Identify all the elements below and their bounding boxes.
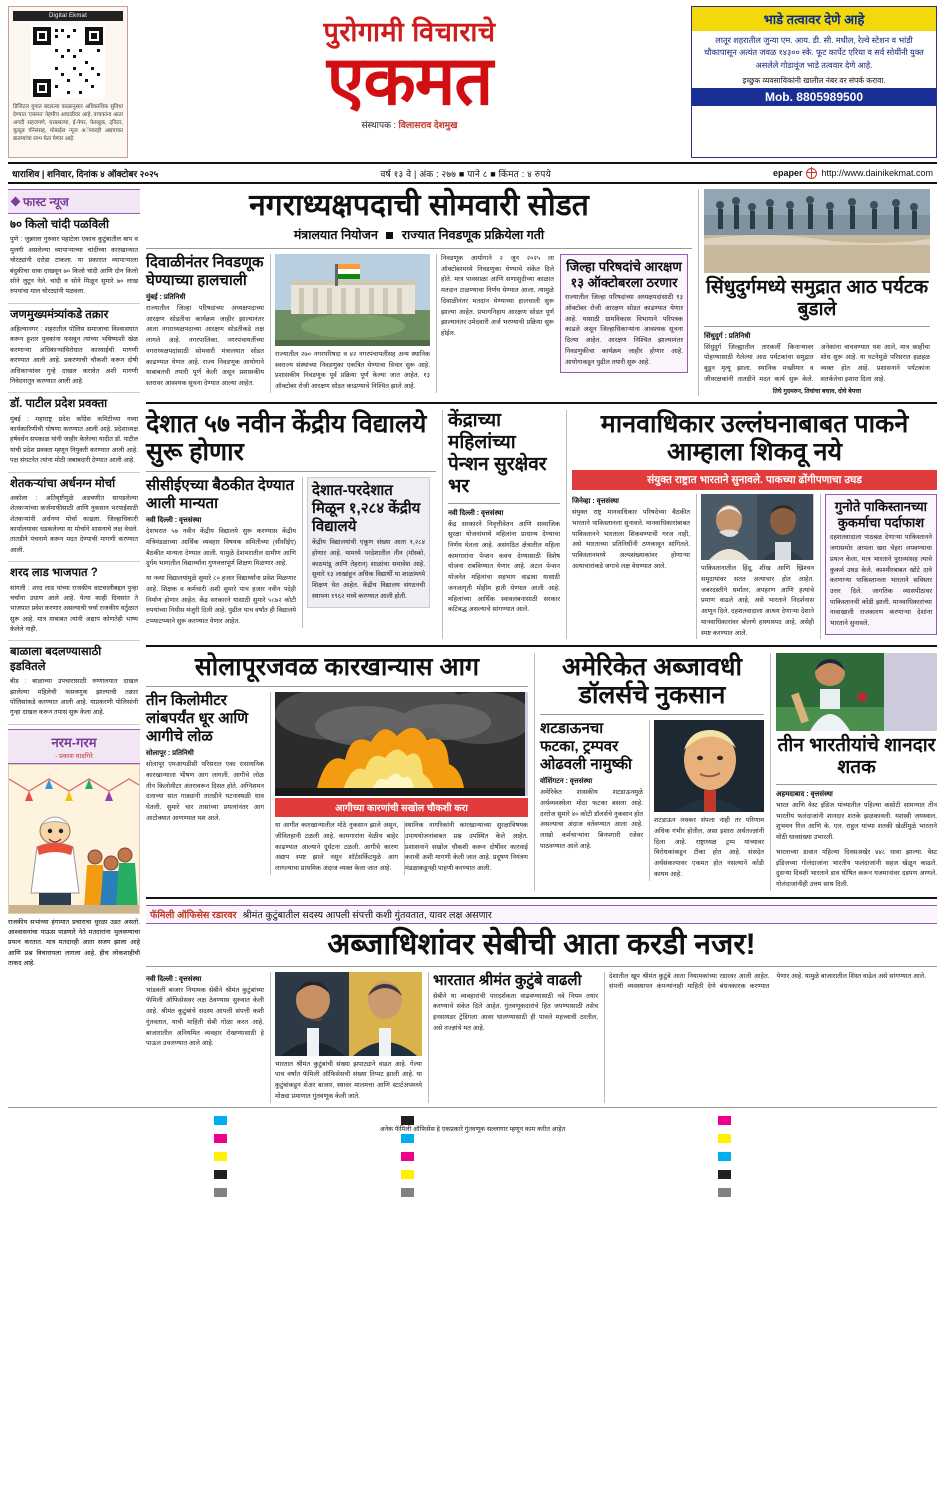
color-swatch bbox=[401, 1152, 414, 1161]
square-bullet-icon bbox=[386, 232, 393, 239]
photo-svg bbox=[701, 494, 813, 560]
row-two bbox=[146, 410, 937, 639]
fast-news-title: फास्ट न्यूज bbox=[23, 195, 69, 209]
pension-story bbox=[442, 410, 560, 639]
lead-col-1 bbox=[146, 254, 264, 393]
epaper-label: epaper bbox=[772, 168, 803, 178]
news-text: अकोला : अतिवृष्टीमुळे अडचणीत सापडलेल्या शेतकऱ्यांच्या कर्जमाफीसाठी आणि नुकसान भरपाईसाठी शेतकऱ्यांनी अर्धनग्न मोर्चा काढला. जिल्हाधिकारी कार्यालयावर धडकलेल्या या मोर्चाने शासनाचे लक्ष वेधले. तातडीने पंचनामे करून मदत देण्याची मागणी करण्यात आली. bbox=[10, 494, 138, 554]
fire-col-2 bbox=[270, 692, 528, 875]
news-title: जणमुख्यमंत्र्यांकडे तक्रार bbox=[10, 308, 109, 321]
pension-text: केंद्र सरकारने निवृत्तीवेतन आणि सामाजिक सुरक्षा योजनांमध्ये महिलांना प्राधान्य देण्याचा निर्णय घेतला आहे. असंगठित क्षेत्रातील महिला कामगारांना पेन्शन कवच देण्यासाठी विशेष योजना राबविण्यात येणार आहे. अटल पेन्शन योजनेत महिलांचा सहभाग वाढावा यासाठी जनजागृती मोहीम हाती घेण्यात आली आहे. महिलांच्या आर्थिक स्वावलंबनासाठी सरकार कटिबद्ध असल्याचे सांगण्यात आले. bbox=[448, 520, 560, 614]
america-col-1 bbox=[540, 720, 643, 880]
paper-tagline: पुरोगामी विचाराचे bbox=[323, 17, 496, 47]
news-text: अहिल्यानगर : शहरातील पोलिस समाजाचा विश्वासघात करून हुशार युवकांना फसवून त्यांच्या भविष्याशी खेळ करणाऱ्या अधिकाऱ्यांविरोधात कारवाईची मागणी करण्यात आली आहे. प्रकरणाची चौकशी करून दोषी अधिकाऱ्यांवर गुन्हे दाखल करावेत अशी मागणी निवेदनातून करण्यात आली आहे. bbox=[10, 326, 138, 385]
lead-columns bbox=[146, 254, 692, 393]
qr-title: Digital Ekmat bbox=[13, 11, 123, 21]
sindhudurg-story bbox=[698, 189, 930, 396]
footer-note: अनेक फॅमिली ऑफिसेस हे एकप्रकारे गुंतवणूक सल्लागार म्हणून काम करीत आहेत bbox=[379, 1125, 566, 1133]
lead-text-3: निवडणूक आयोगाने २ जून २०२५ ला ऑक्टोबरमध्ये निवडणुका घेण्याचे संकेत दिले होते. मात्र पावसाळा आणि सणासुदीच्या काळात मतदान टाळण्याचा निर्णय घेण्यात आला. त्यामुळे दिवाळीनंतर मतदान घेण्याच्या हालचाली सुरू झाल्या आहेत. प्रभागनिहाय आरक्षण सोडत पूर्ण झाल्यानंतर उमेदवारी अर्ज भरण्याची प्रक्रिया सुरू होईल. bbox=[441, 255, 554, 338]
news-text: सांगली : शरद लाड यांच्या राजकीय वाटचालीबद्दल पुन्हा चर्चांना उधाण आले आहे. येत्या काही दिवसांत ते भाजपात प्रवेश करणार असल्याची चर्चा राजकीय वर्तुळात सुरू आहे. मात्र याबाबत त्यांनी अद्याप कोणतेही भाष्य केलेले नाही. bbox=[10, 584, 139, 633]
lead-text-1: राज्यातील जिल्हा परिषदांच्या अध्यक्षपदाच्या आरक्षण सोडतीचा कार्यक्रम जाहीर झाल्यानंतर आता नगराध्यक्षपदाच्या आरक्षण सोडतीकडे लक्ष लागले आहे. नगरपालिका, नगरपंचायतींच्या नगराध्यक्षपदांसाठी सोमवारी मंत्रालयात सोडत काढण्यात येणार आहे. राज्य निवडणूक आयोगाने याबाबतची तयारी पूर्ण केली असून प्रशासकीय स्तरावर आवश्यक सूचना देण्यात आल्या आहेत. bbox=[146, 305, 264, 388]
qr-caption: डिजिटल युगात बदलत्या काळानुसार अधिकाधिक सुविधा देण्यात ‘एकमत’ नेहमीच आघाडीवर आहे. वाचकांना आता अगदी सहजपणे, घरबसल्या, ई-पेपर, फेसबुक, ट्विटर, यूट्यूब चॅनेलसह, मोबाईल न्यूज अॅपवरही अद्ययावत बातम्यांचा लाभ घेता येणार आहे. bbox=[13, 104, 123, 143]
narm-garam-title: नरम-गरम bbox=[51, 734, 97, 750]
cartoon-caption: राजकीय सभांच्या हंगामात प्रचाराचा धुरळा उडत असतो. आश्वासनांचा पाऊस पाडणारे नेते मतदारांना भुलवण्याचा प्रयत्न करतात. मात्र मतदारही आता सजग झाला आहे आणि प्रश्न विचारायला लागला आहे, हीच लोकशाहीची ताकद आहे. bbox=[8, 918, 140, 968]
ad-contact-note: इच्छुक व्यवसायिकांनी खालील नंबर वर संपर्क करावा. bbox=[742, 75, 886, 85]
paper-title-block bbox=[134, 6, 685, 158]
issue-info-bar bbox=[8, 162, 937, 184]
cricket-headline: तीन भारतीयांचे शानदार शतक bbox=[777, 735, 936, 779]
fire-col-1 bbox=[146, 692, 264, 875]
kendriya-stats-box bbox=[307, 477, 430, 607]
dateline: सिंधुदुर्ग : प्रतिनिधी bbox=[704, 332, 751, 340]
sebi-text-2: भारतात श्रीमंत कुटुंबांची संख्या झपाट्याने वाढत आहे. गेल्या पाच वर्षांत फॅमिली ऑफिसेसची संख्या तिप्पट झाली आहे. या कुटुंबांकडून शेअर बाजार, स्थावर मालमत्ता आणि स्टार्टअपमध्ये मोठ्या प्रमाणात गुंतवणूक केली जाते. bbox=[275, 1060, 422, 1100]
lead-col-4 bbox=[560, 254, 688, 393]
color-swatch bbox=[718, 1134, 731, 1143]
cricket-text-2: भारताच्या डावात पहिल्या दिवसअखेर ४४८ धावा झाल्या. वेस्ट इंडिजच्या गोलंदाजांना भारतीय फलंदाजांनी सहज खेळून काढले. दुसऱ्या दिवशी भारताने डाव घोषित करून यजमानांवर दडपण आणले. गोलंदाजांनीही उत्तम साथ दिली. bbox=[776, 848, 937, 888]
fire-story bbox=[146, 653, 528, 890]
color-swatch bbox=[401, 1188, 414, 1197]
dateline: अहमदाबाद : वृत्तसंस्था bbox=[776, 790, 833, 798]
fire-headline: सोलापूरजवळ कारखान्यास आग bbox=[194, 653, 480, 682]
news-text: पुणे : जुन्नरला गुरुवार पहाटेला एकाच कुटुंबातील बाप व मुलगी असलेल्या व्यापाऱ्याच्या चांदीच्या कारखान्यात चोरट्यांनी दरोडा टाकला. या प्रकारात व्यापाऱ्याला बंदुकीचा धाक दाखवून ७० किलो चांदी आणि दोन किलो सोने लुटून नेले. चांदी व सोने मिळून सुमारे ७० लाख रुपयांचा माल चोरट्यांनी पळवला. bbox=[10, 236, 138, 296]
issue-details: वर्ष १३ वे | अंक : २७७ ■ पाने ८ ■ किंमत : ४ रुपये bbox=[380, 168, 551, 179]
america-col-2 bbox=[649, 720, 764, 880]
founder-line bbox=[134, 118, 685, 131]
sebi-headline: अब्जाधिशांवर सेबीची आता करडी नजर! bbox=[327, 927, 756, 961]
cricket-photo bbox=[776, 653, 937, 731]
hr-side-box bbox=[825, 494, 937, 635]
lead-box-title: दिवाळीनंतर निवडणूक घेण्याच्या हालचाली bbox=[146, 254, 264, 289]
color-swatch bbox=[718, 1170, 731, 1179]
page-title: नगराध्यक्षपदाची सोमवारी सोडत bbox=[249, 189, 589, 222]
kendriya-headline: देशात ५७ नवीन केंद्रीय विद्यालये सुरू होणार bbox=[146, 410, 427, 467]
list-item[interactable] bbox=[8, 641, 140, 724]
sebi-columns bbox=[146, 972, 937, 1103]
diamond-bullet-icon bbox=[11, 197, 21, 207]
qr-code-icon bbox=[31, 25, 105, 99]
sebi-col-2 bbox=[270, 972, 422, 1103]
ad-mobile-number[interactable]: Mob. 8805989500 bbox=[692, 88, 936, 106]
human-rights-story bbox=[566, 410, 937, 639]
vidhan-bhavan-photo bbox=[275, 254, 430, 346]
lead-subhead-right: राज्यात निवडणूक प्रक्रियेला गती bbox=[401, 228, 545, 242]
list-item[interactable] bbox=[8, 304, 140, 394]
narm-garam-header bbox=[8, 729, 140, 764]
photo-svg bbox=[654, 720, 764, 812]
sebi-text-1: भांडवली बाजार नियामक सेबीने श्रीमंत कुटुंबांच्या फॅमिली ऑफिसेसवर लक्ष ठेवण्यास सुरुवात केली आहे. श्रीमंत कुटुंबांचे सदस्य आपली संपत्ती कशी गुंतवतात, याची माहिती सेबी गोळा करत आहे. बाजारातील अनियमित व्यवहार रोखण्यासाठी हे पाऊल उचलण्यात आले आहे. bbox=[146, 986, 264, 1048]
founder-name: विलासराव देशमुख bbox=[398, 119, 458, 130]
lead-subhead-left: मंत्रालयात नियोजन bbox=[293, 228, 378, 242]
zp-box-title: जिल्हा परिषदांचे आरक्षण १३ ऑक्टोबरला ठरणार bbox=[566, 259, 682, 290]
ad-title: भाडे तत्वावर देणे आहे bbox=[692, 7, 936, 31]
hr-col-2 bbox=[696, 494, 814, 639]
masthead bbox=[8, 6, 937, 158]
sebi-col-1 bbox=[146, 972, 264, 1103]
america-text-1: अमेरिकेत शासकीय शटडाऊनमुळे अर्थव्यवस्थेला मोठा फटका बसला आहे. दररोज सुमारे ४० कोटी डॉलर्सचे नुकसान होत असल्याचा अंदाज वर्तवण्यात आला आहे. लाखो कर्मचाऱ्यांना बिनपगारी रजेवर पाठवण्यात आले आहे. bbox=[540, 789, 643, 850]
photo-svg bbox=[776, 653, 884, 731]
sindhudurg-caption: तिघे गुदमरुन, तिघांचा बचाव, दोघे बेपत्ता bbox=[772, 387, 862, 395]
fast-news-header bbox=[8, 189, 140, 214]
page-footer bbox=[8, 1107, 937, 1133]
pension-headline: केंद्राच्या महिलांच्या पेन्शन सुरक्षेवर भर bbox=[448, 410, 547, 497]
dateline: वॉशिंगटन : वृत्तसंस्था bbox=[540, 778, 593, 786]
fire-text-2: या आगीत कारखान्यातील मोठे नुकसान झाले असून, जीवितहानी टळली आहे. कामगारांना वेळीच बाहेर काढण्यात आल्याने दुर्घटना टळली. आगीचे कारण अद्याप स्पष्ट झाले नसून शॉर्टसर्किटमुळे आग लागल्याचा प्राथमिक अंदाज व्यक्त केला जात आहे. bbox=[275, 822, 398, 873]
dateline: नवी दिल्ली : वृत्तसंस्था bbox=[448, 509, 504, 517]
america-subhead: शटडाऊनचा फटका, ट्रम्पवर ओढवली नामुष्की bbox=[540, 720, 632, 774]
lead-col-3 bbox=[436, 254, 554, 393]
paper-logo: एकमत bbox=[326, 43, 493, 119]
dateline: जिनेव्हा : वृत्तसंस्था bbox=[572, 498, 619, 506]
lead-text-2: राज्यातील २७० नगरपरिषदा व ४२ नगरपंचायतींसह अन्य स्थानिक स्वराज्य संस्थांच्या निवडणुका एकत्रित घेण्याचा विचार सुरू आहे. प्रशासकीय निवडणूक पूर्व प्रक्रिया पूर्ण केल्या जात आहेत. १३ ऑक्टोबर रोजी आरक्षण सोडत काढण्याचे निश्चित झाले आहे. bbox=[275, 351, 430, 391]
hr-col-1 bbox=[572, 494, 690, 639]
photo-svg bbox=[275, 972, 422, 1056]
hr-text-1: संयुक्त राष्ट्र मानवाधिकार परिषदेच्या बैठकीत भारताने पाकिस्तानला सुनावले. मानवाधिकारांबाबत पाकिस्तानने भारताला शिकवण्याची गरज नाही, असे भारताच्या प्रतिनिधींनी ठणकावून सांगितले. पाकिस्तानमध्ये अल्पसंख्याकांवर होणाऱ्या अत्याचारांकडे जगाचे लक्ष वेधण्यात आले. bbox=[572, 509, 690, 570]
founder-label: संस्थापक : bbox=[361, 119, 396, 130]
color-swatch bbox=[401, 1134, 414, 1143]
kendriya-story bbox=[146, 410, 436, 639]
sebi-col-4 bbox=[604, 972, 937, 1103]
list-item[interactable] bbox=[8, 214, 140, 304]
kendriya-text-1: देशभरात ५७ नवीन केंद्रीय विद्यालये सुरू करण्यास केंद्रीय मंत्रिमंडळाच्या आर्थिक व्यवहार विषयक समितीच्या (सीसीईए) बैठकीत मान्यता देण्यात आली. यामुळे देशभरातील ग्रामीण आणि दुर्गम भागातील विद्यार्थ्यांना गुणवत्तापूर्ण शिक्षण मिळणार आहे. bbox=[146, 528, 296, 568]
narm-garam-byline: - प्रकाश घाडगिरे bbox=[55, 752, 93, 760]
row-three bbox=[146, 653, 937, 890]
billionaires-photo bbox=[275, 972, 422, 1056]
main-content bbox=[146, 189, 937, 1103]
lead-row bbox=[146, 189, 937, 396]
sebi-ticker-right: श्रीमंत कुटुंबातील सदस्य आपली संपत्ती कशी गुंतवतात, यावर लक्ष असणार bbox=[242, 909, 492, 921]
kendriya-col-2 bbox=[302, 477, 430, 627]
fast-news-sidebar bbox=[8, 189, 140, 1103]
lead-story bbox=[146, 189, 692, 396]
photo-svg bbox=[275, 254, 430, 346]
page-body bbox=[8, 189, 937, 1103]
color-swatch bbox=[214, 1170, 227, 1179]
kendriya-text-2: या नव्या विद्यालयांमुळे सुमारे ८० हजार विद्यार्थ्यांना प्रवेश मिळणार आहे. शिक्षक व कर्मचारी अशी सुमारे पाच हजार नवीन पदेही निर्माण होणार आहेत. केंद्र सरकारने यासाठी सुमारे ५८७२ कोटी रुपयांच्या निधीस मंजुरी दिली आहे. पुढील पाच वर्षांत ही विद्यालये टप्प्याटप्प्याने सुरू करण्यात येणार आहेत. bbox=[146, 575, 296, 625]
zp-reservation-box bbox=[560, 254, 688, 373]
america-headline: अमेरिकेत अब्जावधी डॉलर्सचे नुकसान bbox=[562, 653, 742, 710]
sebi-story bbox=[146, 905, 937, 1103]
america-story bbox=[534, 653, 764, 890]
dateline: सोलापूर : प्रतिनिधी bbox=[146, 750, 194, 758]
lead-col-2 bbox=[270, 254, 430, 393]
advertisement-box[interactable] bbox=[691, 6, 937, 158]
color-group-1 bbox=[214, 1112, 227, 1121]
trump-photo bbox=[654, 720, 764, 812]
kendriya-box-title: देशात-परदेशात मिळून १,२८४ केंद्रीय विद्यालये bbox=[312, 482, 421, 536]
photo-svg bbox=[275, 692, 525, 796]
sebi-text-3: सेबीने या व्यवहारांची पारदर्शकता वाढवण्यासाठी नवे नियम तयार करण्याचे संकेत दिले आहेत. गुंतवणूकदारांचे हित जपण्यासाठी तसेच इनसायडर ट्रेडिंगला आवर घालण्यासाठी ही पावले महत्त्वाची ठरतील, असे तज्ज्ञांचे मत आहे. bbox=[433, 992, 598, 1032]
lead-subhead bbox=[146, 226, 692, 243]
news-title: ७० किलो चांदी पळविली bbox=[10, 219, 109, 231]
color-swatch bbox=[214, 1152, 227, 1161]
edition-date: धाराशिव | शनिवार, दिनांक ४ ऑक्टोबर २०२५ bbox=[12, 168, 159, 179]
dateline: नवी दिल्ली : वृत्तसंस्था bbox=[146, 975, 202, 983]
color-swatch bbox=[401, 1170, 414, 1179]
sebi-text-4: देशातील खूप श्रीमंत कुटुंबे आता नियामकांच्या रडारवर आली आहेत. संपत्ती व्यवस्थापन कंपन्यांनाही माहिती देणे बंधनकारक करण्यात येणार आहे. यामुळे बाजारातील शिस्त वाढेल असे सांगण्यात आले. bbox=[609, 972, 926, 991]
sebi-box-title: भारतात श्रीमंत कुटुंबे वाढली bbox=[433, 971, 582, 989]
news-title: शरद लाड भाजपात ? bbox=[10, 567, 98, 580]
hr-col-3 bbox=[820, 494, 937, 639]
news-title: बाळाला बदलण्यासाठी इडवितले bbox=[10, 646, 102, 673]
fire-text-3: स्थानिक नागरिकांनी कारखान्याच्या सुरक्षाविषयक उपाययोजनांबाबत प्रश्न उपस्थित केले आहेत. प्रशासनाने सखोल चौकशी करून दोषींवर कारवाई करावी अशी मागणी केली जात आहे. प्रदूषण नियंत्रण मंडळाकडूनही पाहणी करण्यात आली. bbox=[404, 821, 528, 875]
beach-photo bbox=[704, 189, 930, 273]
color-group-2 bbox=[401, 1112, 414, 1121]
fire-subhead: तीन किलोमीटर लांबपर्यंत धूर आणि आगीचे लोळ bbox=[146, 692, 249, 746]
fire-photo-caption: आगीच्या कारणांची सखोल चौकशी करा bbox=[275, 798, 528, 817]
kendriya-subhead: सीसीईएच्या बैठकीत देण्यात आली मान्यता bbox=[146, 477, 295, 513]
leaders-photo bbox=[701, 494, 814, 560]
news-title: डॉ. पाटील प्रदेश प्रवक्ता bbox=[10, 398, 108, 411]
ad-body: लातूर शहरातील जुन्या एम. आय. डी. सी. मधील, रेल्वे स्टेशन व भांडी चौकापासून अत्यंत जवळ १४३०० स्के. फूट कार्पेट एरिया व सर्व सोयींनी युक्त असलेले गोडावूंज भाडे तत्ववार देणे आहे. bbox=[704, 36, 924, 70]
kendriya-col-1 bbox=[146, 477, 296, 627]
list-item[interactable] bbox=[8, 393, 140, 472]
sindhudurg-text: सिंधुदुर्ग जिल्ह्यातील तारकर्ली किनाऱ्यावर पोहण्यासाठी गेलेल्या आठ पर्यटकांचा समुद्रात बुडून मृत्यू झाला. स्थानिक मच्छीमार व जीवरक्षकांनी तातडीने मदत कार्य सुरू केले. अनेकांना वाचवण्यात यश आले, मात्र काहींचा शोध सुरू आहे. या घटनेमुळे परिसरात हळहळ व्यक्त होत आहे. प्रशासनाने पर्यटकांना सतर्कतेचा इशारा दिला आहे. bbox=[704, 343, 930, 383]
color-swatch bbox=[718, 1188, 731, 1197]
human-rights-headline: मानवाधिकार उल्लंघनाबाबत पाकने आम्हाला शिकवू नये bbox=[600, 410, 909, 467]
sebi-ticker-left: फॅमिली ऑफिसेस रडारवर bbox=[150, 909, 237, 921]
america-text-2: शटडाऊन लवकर संपला नाही तर परिणाम अधिक गंभीर होतील, असा इशारा अर्थतज्ज्ञांनी दिला आहे. राष्ट्राध्यक्ष ट्रम्प यांच्यावर विरोधकांकडून टीका होत आहे. संसदेत अर्थसंकल्पावर एकमत होत नसल्याने कोंडी कायम आहे. bbox=[654, 817, 764, 878]
cartoon-svg bbox=[9, 765, 139, 913]
fire-photo bbox=[275, 692, 528, 796]
dateline: मुंबई : प्रतिनिधी bbox=[146, 294, 186, 301]
sebi-col-3 bbox=[428, 972, 598, 1103]
photo-svg bbox=[704, 189, 930, 273]
epaper-link[interactable] bbox=[773, 168, 937, 179]
news-title: शेतकऱ्यांचा अर्धनग्न मोर्चा bbox=[10, 477, 116, 490]
color-swatch bbox=[214, 1134, 227, 1143]
globe-icon bbox=[806, 168, 817, 179]
digital-qr-box bbox=[8, 6, 128, 158]
news-text: मुंबई : महाराष्ट्र प्रदेश काँग्रेस कमिटीच्या नव्या कार्यकारिणीची घोषणा करण्यात आली आहे. प्रदेशाध्यक्ष हर्षवर्धन सपकाळ यांनी जाहीर केलेल्या यादीत डॉ. पाटील यांची प्रदेश प्रवक्ता म्हणून नियुक्ती करण्यात आली आहे. पक्ष संघटनेत त्यांना मोठी जबाबदारी देण्यात आली आहे. bbox=[10, 415, 138, 465]
cricket-text-1: भारत आणि वेस्ट इंडिज यांच्यातील पहिल्या कसोटी सामन्यात तीन भारतीय फलंदाजांनी शानदार शतके झळकावली. यशस्वी जयस्वाल, शुभमन गिल आणि के. एल. राहुल यांच्या शतकी खेळींमुळे भारताने मोठी धावसंख्या उभारली. bbox=[776, 801, 937, 842]
color-swatch bbox=[214, 1188, 227, 1197]
hr-box-text: दहशतवादाला पाठबळ देणाऱ्या पाकिस्तानने जगासमोर आपला खरा चेहरा लपवण्याचा प्रयत्न केला, मात्र भारताने पुराव्यांसह त्याचे कुकर्म उघड केले. काश्मीरबाबत खोटे दावे करणाऱ्या पाकिस्तानला भारताने सविस्तर उत्तर दिले. जागतिक व्यासपीठावर पाकिस्तानची कोंडी झाली. मानवाधिकारांच्या नावाखाली राजकारण करणाऱ्या देशांना भारताने सुनावले. bbox=[830, 534, 932, 628]
fire-text-1: सोलापूर एमआयडीसी परिसरात एका रासायनिक कारखान्याला भीषण आग लागली. आगीचे लोळ तीन किलोमीटर अंतरावरून दिसत होते. अग्निशमन दलाच्या सात गाड्यांनी तातडीने घटनास्थळी धाव घेतली. सुमारे चार तासांच्या प्रयत्नांनंतर आग आटोक्यात आणण्यात यश आले. bbox=[146, 761, 264, 822]
cartoon-illustration bbox=[8, 764, 140, 914]
human-rights-redband: संयुक्त राष्ट्रात भारताने सुनावले. पाकच्या ढोंगीपणाचा उघड bbox=[572, 470, 937, 490]
cricket-story bbox=[770, 653, 937, 890]
sindhudurg-headline: सिंधुदुर्गमध्ये समुद्रात आठ पर्यटक बुडाले bbox=[705, 277, 929, 320]
color-swatch bbox=[718, 1152, 731, 1161]
kendriya-box-text: केंद्रीय विद्यालयांची एकूण संख्या आता १,२८४ होणार आहे. यामध्ये परदेशातील तीन (मॉस्को, काठमांडू आणि तेहरान) शाळांचा समावेश आहे. सुमारे १३ लाखांहून अधिक विद्यार्थी या शाळांमध्ये शिक्षण घेत आहेत. केंद्रीय विद्यालय संगठनची स्थापना १९६२ मध्ये करण्यात आली होती. bbox=[312, 539, 425, 600]
color-group-3 bbox=[718, 1112, 731, 1121]
epaper-url[interactable]: http://www.dainikekmat.com bbox=[821, 168, 933, 178]
sebi-ticker bbox=[146, 905, 937, 924]
hr-box-title: गुनोते पाकिस्तानच्या कुकर्माचा पर्दाफाश bbox=[834, 499, 928, 530]
list-item[interactable] bbox=[8, 473, 140, 563]
color-swatch bbox=[214, 1116, 227, 1125]
color-registration-bars bbox=[8, 1112, 937, 1121]
dateline: नवी दिल्ली : वृत्तसंस्था bbox=[146, 517, 202, 525]
list-item[interactable] bbox=[8, 562, 140, 641]
news-text: बीड : बाळाच्या उपचारासाठी रुग्णालयात दाखल झालेल्या महिलेची फसवणूक झाल्याची तक्रार पोलिसांकडे करण्यात आली आहे. याप्रकरणी पोलिसांनी गुन्हा दाखल करून तपास सुरू केला आहे. bbox=[10, 678, 138, 717]
zp-box-text: राज्यातील जिल्हा परिषदांच्या अध्यक्षपदांसाठी १३ ऑक्टोबर रोजी आरक्षण सोडत काढण्यात येणार आहे. यासाठी ग्रामविकास विभागाने परिपत्रक काढले असून जिल्हाधिकाऱ्यांना आवश्यक सूचना दिल्या आहेत. आरक्षण निश्चित झाल्यानंतर निवडणुकीचा कार्यक्रम जाहीर होणार आहे. आयोगाकडून पुढील तयारी सुरू आहे. bbox=[565, 294, 683, 366]
hr-text-2: पाकिस्तानातील हिंदू, शीख आणि ख्रिश्चन समुदायांवर सतत अत्याचार होत आहेत. जबरदस्तीने धर्मांतर, अपहरण आणि हत्यांचे प्रमाण वाढले आहे, असे भारताने निदर्शनास आणून दिले. दहशतवादाला आश्रय देणाऱ्या देशाने मानवाधिकारांवर बोलणे हास्यास्पद आहे, असेही स्पष्ट करण्यात आले. bbox=[701, 565, 814, 637]
color-swatch bbox=[718, 1116, 731, 1125]
